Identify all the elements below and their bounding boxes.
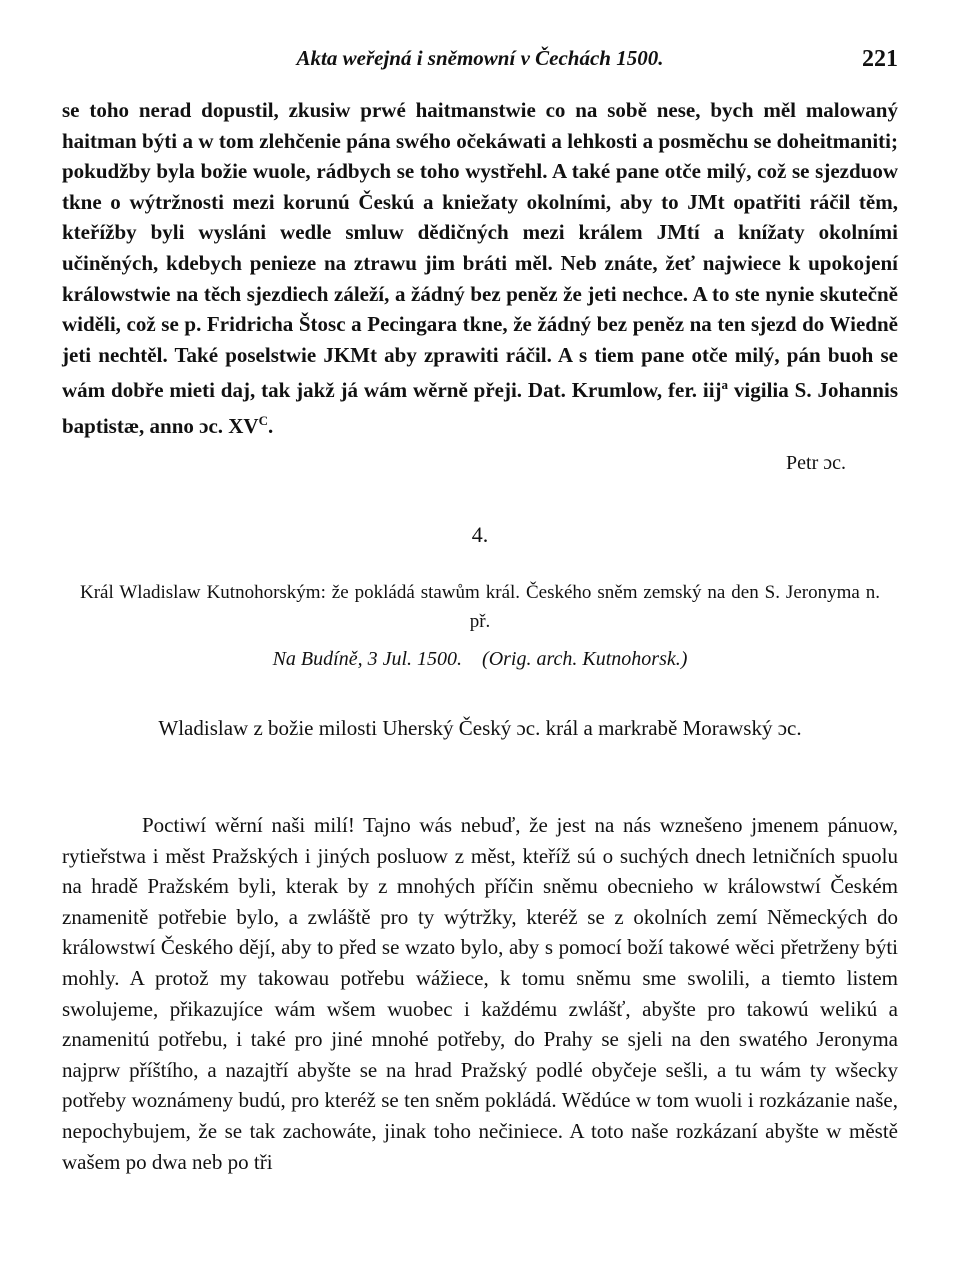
place-date-line xyxy=(0,648,960,671)
intitulatio: Wladislaw z božie milosti Uherský Český ɔc. král a markrabě Morawský ɔc. xyxy=(158,716,802,740)
feria-superscript: a xyxy=(721,377,729,393)
document-number: 4. xyxy=(471,522,489,547)
year-superscript: C xyxy=(258,412,268,428)
running-title: Akta weřejná i sněmowní v Čechách 1500. xyxy=(296,46,664,70)
running-header xyxy=(62,40,898,76)
place-date: Na Budíně, 3 Jul. 1500. xyxy=(272,648,463,670)
archive-source: (Orig. arch. Kutnohorsk.) xyxy=(482,648,688,670)
signature: Petr ɔc. xyxy=(786,452,846,474)
page-number: 221 xyxy=(862,46,898,72)
letter-continuation-paragraph xyxy=(62,95,898,442)
letter-text-end: . xyxy=(268,413,274,438)
document-body: Poctiwí wěrní naši milí! Tajno wás nebuď, že jest na nás wznešeno jmenem pánuow, rytieřstwa i měst Pražských i jiných posluow z měst, kteříž sú o suchých dnech letničních spuolu na hradě Pražském byli, kterak by z mnohých příčin sněmu obecnieho w králowstwí Českém znamenitě potřebie bylo, a zwláště pro ty wýtržky, kteréž se z okolních zemí Německých do králowstwí Českého dějí, aby to před se wzato bylo, aby s pomocí boží takowé wěci přetrženy býti mohly. A protož my takowau potřebu wážiece, k tomu sněmu sme swolili, a tiemto listem swolujeme, přikazujíce wám wšem wuobec i každému zwlášť, abyšte pro takowú welikú a znamenitú potřebu, i také pro jiné mnohé potřeby, do Prahy se sjeli na den swatého Jeronyma najprw příštího, a nazajtří abyšte se na hrad Pražský podlé obyčeje sešli, a tu wám ty wšecky potřeby woznámeny budú, pro kteréž se ten sněm pokládá. Wědúce w tom wuoli i rozkázanie naše, nepochybujem, že se tak zachowáte, jinak toho nečiniece. A toto naše rozkázaní abyšte w městě wašem po dwa neb po tři xyxy=(62,813,898,1174)
letter-text-tail: vigilia S. Johannis baptistæ, anno ɔc. XV xyxy=(62,378,898,438)
letter-text: se toho nerad dopustil, zkusiw prwé haitmanstwie co na sobě nese, bych měl malowaný haitman býti a w tom zlehčenie pána swého očekáwati a lehkosti a posměchu se doheitmaniti; pokudžby byla božie wuole, rádbych se toho wystřehl. A také pane otče milý, což se sjezduow tkne o wýtržnosti mezi korunú Českú a kniežaty okolními, aby to JMt opatřiti ráčil těm, kteřížby byli wysláni wedle smluw dědičných mezi králem JMtí a knížaty okolními učiněných, kdebych penieze na ztrawu jim bráti měl. Neb znáte, žeť najwiece k upokojení králowstwie na těch sjezdiech záleží, a žádný bez peněz že jeti nechce. A to ste nynie skutečně widěli, což se p. Fridricha Štosc a Pecingara tkne, že žádný bez peněz na ten sjezd do Wiedně jeti nechtěl. Také poselstwie JKMt aby zprawiti ráčil. A s tiem pane otče milý, pán buoh se wám dobře mieti daj, tak jakž já wám wěrně přeji. Dat. Krumlow, fer. iij xyxy=(62,98,898,403)
document-regest: Král Wladislaw Kutnohorským: že pokládá stawům král. Českého sněm zemský na den S. Jeronyma n. př. xyxy=(80,582,880,632)
